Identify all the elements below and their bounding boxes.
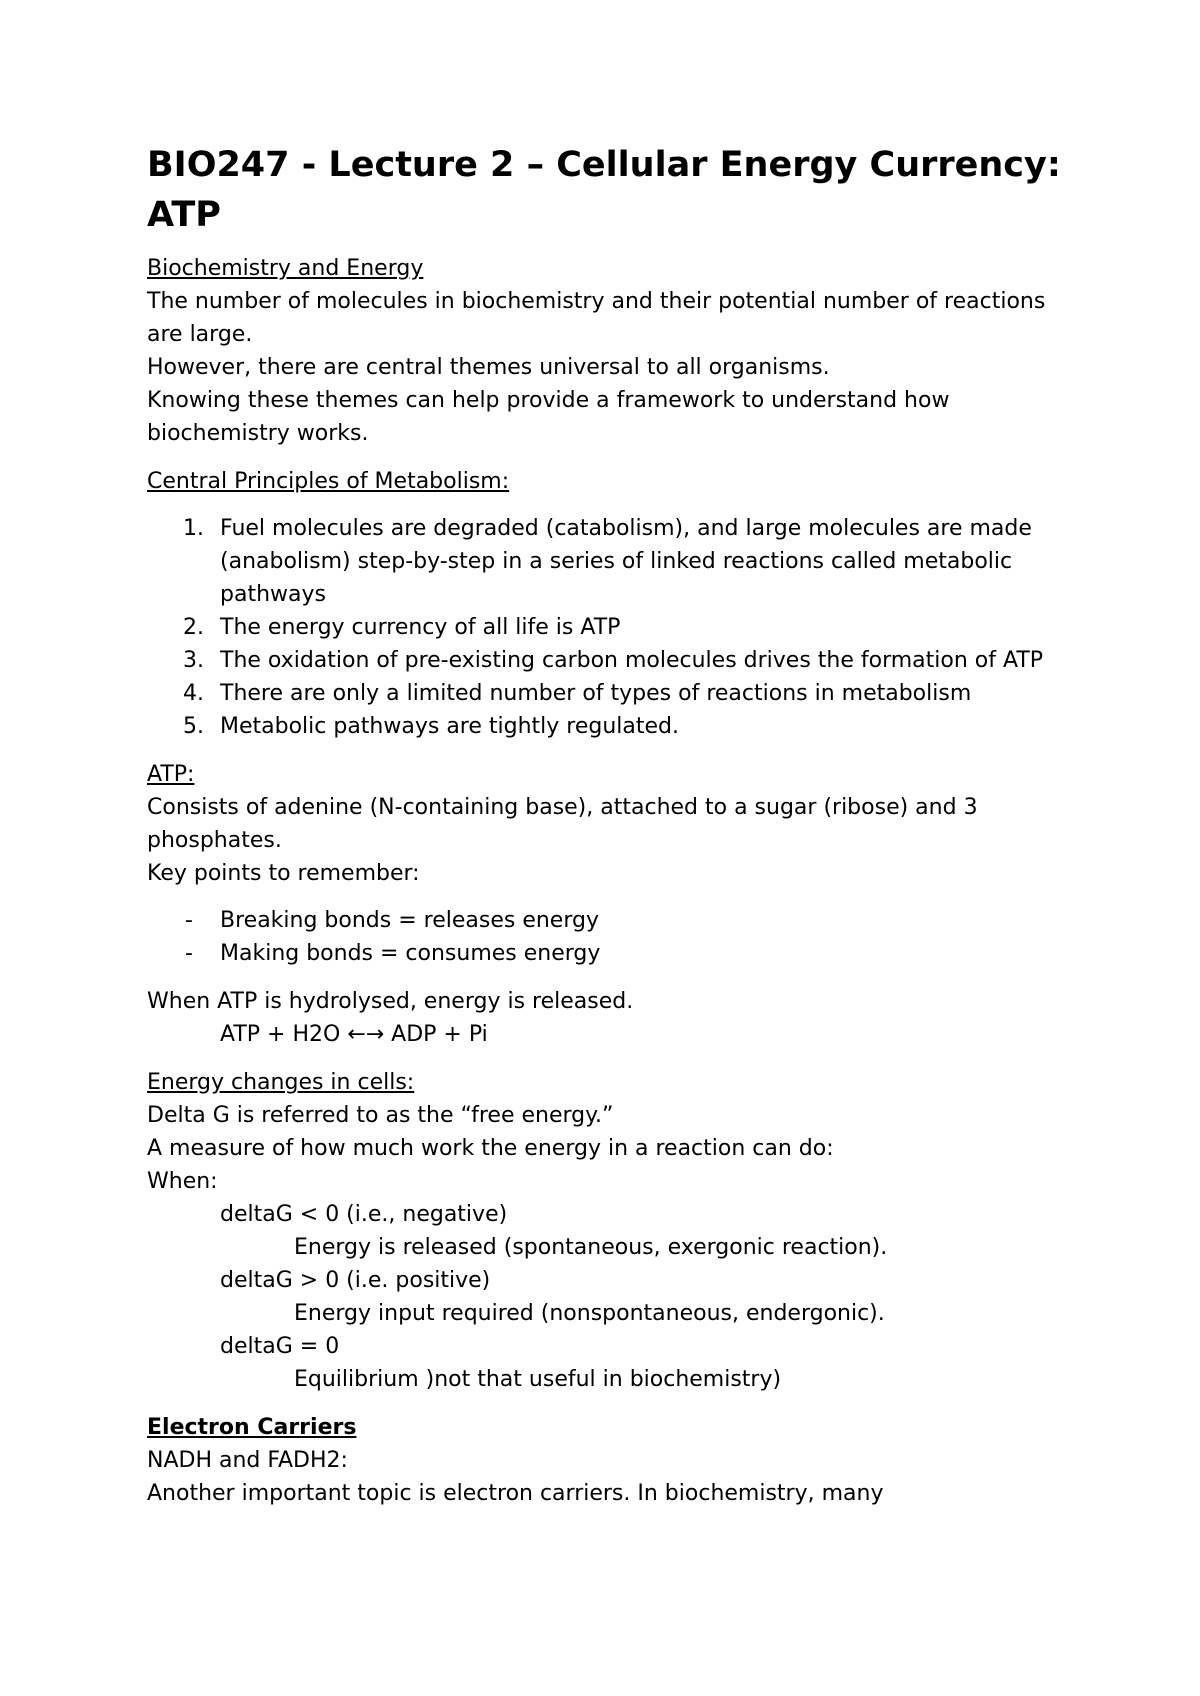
- list-item-text: Making bonds = consumes energy: [220, 941, 601, 966]
- paragraph-line: NADH and FADH2:: [147, 1448, 348, 1473]
- list-item-text: There are only a limited number of types of reactions in metabolism: [220, 681, 972, 706]
- list-marker: 5.: [183, 714, 204, 739]
- section-atp: [147, 758, 1087, 1051]
- list-marker: 1.: [183, 516, 204, 541]
- list-item: [147, 710, 1087, 743]
- section-central-principles: [147, 465, 1087, 743]
- section-heading: Energy changes in cells:: [147, 1070, 415, 1095]
- section-electron-carriers: [147, 1411, 1087, 1510]
- list-item-text: Fuel molecules are degraded (catabolism), and large molecules are made (anabolism) step-by-step in a series of linked reactions called metabolic pathways: [220, 516, 1032, 607]
- paragraph-line: Another important topic is electron carriers. In biochemistry, many: [147, 1481, 884, 1506]
- list-item: [147, 937, 1087, 970]
- delta-g-result: Equilibrium )not that useful in biochemistry): [294, 1367, 782, 1392]
- list-marker: 2.: [183, 615, 204, 640]
- list-item: [147, 644, 1087, 677]
- key-points-list: [147, 904, 1087, 970]
- paragraph-line: The number of molecules in biochemistry and their potential number of reactions are large.: [147, 289, 1046, 347]
- document-title: BIO247 - Lecture 2 – Cellular Energy Currency: ATP: [147, 145, 1061, 235]
- delta-g-condition: deltaG < 0 (i.e., negative): [220, 1202, 508, 1227]
- list-marker: -: [185, 908, 193, 933]
- paragraph-line: However, there are central themes universal to all organisms.: [147, 355, 830, 380]
- list-item: [147, 611, 1087, 644]
- paragraph-line: When ATP is hydrolysed, energy is released.: [147, 989, 634, 1014]
- section-heading: Central Principles of Metabolism:: [147, 469, 510, 494]
- section-biochemistry-energy: [147, 252, 1087, 450]
- section-heading: Electron Carriers: [147, 1415, 357, 1440]
- delta-g-condition: deltaG = 0: [220, 1334, 340, 1359]
- paragraph-line: A measure of how much work the energy in a reaction can do:: [147, 1136, 834, 1161]
- delta-g-result: Energy is released (spontaneous, exergonic reaction).: [294, 1235, 888, 1260]
- paragraph-line: Consists of adenine (N-containing base), attached to a sugar (ribose) and 3 phosphates.: [147, 795, 978, 853]
- hydrolysis-block: [147, 985, 1087, 1051]
- principles-list: [147, 512, 1087, 743]
- list-item: [147, 904, 1087, 937]
- section-energy-changes: [147, 1066, 1087, 1396]
- list-item-text: The energy currency of all life is ATP: [220, 615, 621, 640]
- paragraph-line: Key points to remember:: [147, 861, 420, 886]
- list-item: [147, 512, 1087, 611]
- delta-g-result: Energy input required (nonspontaneous, endergonic).: [294, 1301, 885, 1326]
- delta-g-condition: deltaG > 0 (i.e. positive): [220, 1268, 491, 1293]
- paragraph-line: Knowing these themes can help provide a framework to understand how biochemistry works.: [147, 388, 950, 446]
- list-marker: -: [185, 941, 193, 966]
- document-page: [147, 140, 1087, 1510]
- section-heading: Biochemistry and Energy: [147, 256, 424, 281]
- list-item-text: Metabolic pathways are tightly regulated.: [220, 714, 680, 739]
- atp-equation: ATP + H2O ←→ ADP + Pi: [220, 1022, 488, 1047]
- list-item: [147, 677, 1087, 710]
- paragraph-line: Delta G is referred to as the “free energy.”: [147, 1103, 614, 1128]
- list-marker: 4.: [183, 681, 204, 706]
- list-item-text: Breaking bonds = releases energy: [220, 908, 599, 933]
- list-marker: 3.: [183, 648, 204, 673]
- section-heading: ATP:: [147, 762, 195, 787]
- list-item-text: The oxidation of pre-existing carbon molecules drives the formation of ATP: [220, 648, 1044, 673]
- paragraph-line: When:: [147, 1169, 218, 1194]
